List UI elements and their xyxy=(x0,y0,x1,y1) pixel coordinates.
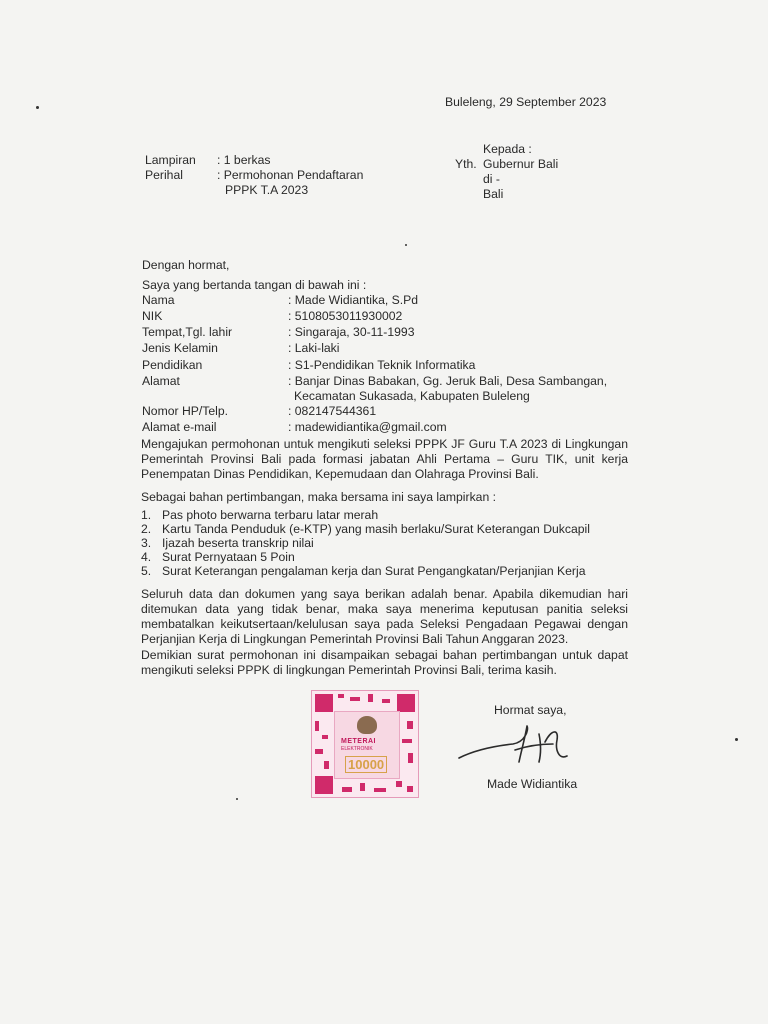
field-value: : Singaraja, 30-11-1993 xyxy=(288,325,415,339)
field-row-nik xyxy=(142,309,612,324)
recipient-kepada: Kepada : xyxy=(483,142,532,156)
list-number: 4. xyxy=(141,550,152,564)
field-value: : Banjar Dinas Babakan, Gg. Jeruk Bali, Desa Sambangan, xyxy=(288,374,608,388)
field-row-pendidikan xyxy=(142,358,612,373)
stamp-value: 10000 xyxy=(345,756,387,773)
paragraph-attachments-intro: Sebagai bahan pertimbangan, maka bersama ini saya lampirkan : xyxy=(141,490,496,504)
perihal-value-line2: PPPK T.A 2023 xyxy=(225,183,309,197)
scan-speck xyxy=(36,106,39,109)
field-row-nama xyxy=(142,293,612,308)
list-text: Kartu Tanda Penduduk (e-KTP) yang masih berlaku/Surat Keterangan Dukcapil xyxy=(162,522,590,536)
field-label: Pendidikan xyxy=(142,358,203,372)
list-number: 1. xyxy=(141,508,152,522)
closing-hormat: Hormat saya, xyxy=(494,703,567,717)
list-item xyxy=(141,564,621,578)
list-item xyxy=(141,536,621,550)
letter-date: Buleleng, 29 September 2023 xyxy=(445,95,607,109)
recipient-block xyxy=(455,142,575,202)
field-value: : Laki-laki xyxy=(288,341,340,355)
garuda-emblem-icon xyxy=(357,716,377,734)
field-value: : 082147544361 xyxy=(288,404,377,418)
field-label: Tempat,Tgl. lahir xyxy=(142,325,233,339)
field-value: : S1-Pendidikan Teknik Informatika xyxy=(288,358,476,372)
recipient-name: Gubernur Bali xyxy=(483,157,559,171)
lampiran-row xyxy=(145,153,405,168)
recipient-di: di - xyxy=(483,172,500,186)
field-row-jenis-kelamin xyxy=(142,341,612,356)
field-label: Nomor HP/Telp. xyxy=(142,404,229,418)
lampiran-value: : 1 berkas xyxy=(217,153,271,167)
field-row-ttl xyxy=(142,325,612,340)
lampiran-label: Lampiran xyxy=(145,153,196,167)
list-item xyxy=(141,522,621,536)
greeting: Dengan hormat, xyxy=(142,258,230,272)
field-value: : 5108053011930002 xyxy=(288,309,403,323)
list-item xyxy=(141,550,621,564)
attachments-list xyxy=(141,508,621,578)
signer-name: Made Widiantika xyxy=(487,777,578,791)
field-row-telp xyxy=(142,404,612,419)
recipient-yth: Yth. xyxy=(455,157,477,171)
recipient-place: Bali xyxy=(483,187,504,201)
perihal-row xyxy=(145,168,405,183)
field-label: Nama xyxy=(142,293,175,307)
scan-speck xyxy=(405,244,407,246)
field-value: : Made Widiantika, S.Pd xyxy=(288,293,419,307)
field-row-alamat xyxy=(142,374,612,404)
list-item xyxy=(141,508,621,522)
perihal-value: : Permohonan Pendaftaran xyxy=(217,168,364,182)
field-label: NIK xyxy=(142,309,163,323)
paragraph-application: Mengajukan permohonan untuk mengikuti seleksi PPPK JF Guru T.A 2023 di Lingkungan Pemerintah Provinsi Bali pada formasi jabatan Ahli Pertama – Guru TIK, unit kerja Penempatan Dinas Pendidikan, Kepemudaan dan Olahraga Provinsi Bali. xyxy=(141,437,628,481)
qr-finder-icon xyxy=(315,776,333,794)
perihal-label: Perihal xyxy=(145,168,183,182)
field-row-email xyxy=(142,420,612,435)
field-label: Alamat xyxy=(142,374,180,388)
qr-finder-icon xyxy=(315,694,333,712)
electronic-stamp xyxy=(311,690,419,798)
scan-speck xyxy=(236,798,238,800)
list-text: Surat Pernyataan 5 Poin xyxy=(162,550,295,564)
qr-finder-icon xyxy=(397,694,415,712)
list-text: Pas photo berwarna terbaru latar merah xyxy=(162,508,379,522)
field-value: : madewidiantika@gmail.com xyxy=(288,420,447,434)
field-label: Jenis Kelamin xyxy=(142,341,218,355)
scan-speck xyxy=(735,738,738,741)
list-text: Surat Keterangan pengalaman kerja dan Surat Pengangkatan/Perjanjian Kerja xyxy=(162,564,586,578)
stamp-label: METERAI xyxy=(341,738,376,745)
field-value-line2: Kecamatan Sukasada, Kabupaten Buleleng xyxy=(294,389,530,403)
stamp-meterai xyxy=(334,711,400,779)
list-number: 2. xyxy=(141,522,152,536)
list-number: 3. xyxy=(141,536,152,550)
intro-text: Saya yang bertanda tangan di bawah ini : xyxy=(142,278,367,292)
paragraph-closing: Demikian surat permohonan ini disampaikan sebagai bahan pertimbangan untuk dapat mengikuti seleksi PPPK di lingkungan Pemerintah Provinsi Bali, terima kasih. xyxy=(141,648,628,677)
field-label: Alamat e-mail xyxy=(142,420,217,434)
paragraph-declaration: Seluruh data dan dokumen yang saya berikan adalah benar. Apabila dikemudian hari ditemukan data yang tidak benar, maka saya menerima keputusan panitia seleksi membatalkan keikutsertaan/kelulusan saya pada Seleksi Pengadaan Pegawai dengan Perjanjian Kerja di Lingkungan Pemerintah Provinsi Bali Tahun Anggaran 2023. xyxy=(141,587,628,646)
list-text: Ijazah beserta transkrip nilai xyxy=(162,536,314,550)
stamp-sublabel: ELEKTRONIK xyxy=(341,746,373,752)
list-number: 5. xyxy=(141,564,152,578)
signature-icon xyxy=(455,720,585,770)
